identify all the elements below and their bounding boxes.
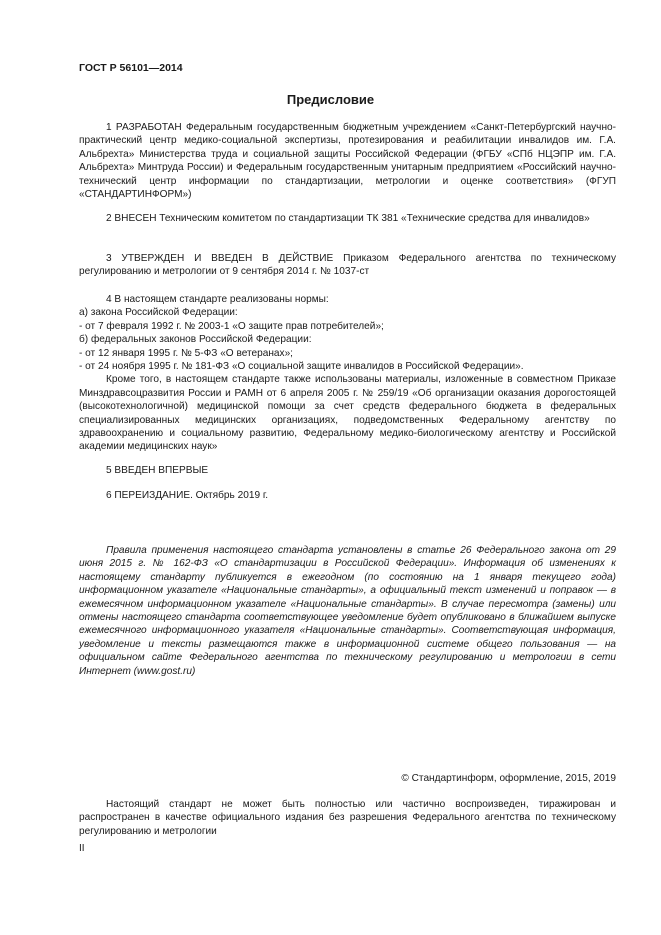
foreword-item-4 xyxy=(79,293,616,454)
foreword-item-3 xyxy=(79,252,616,279)
foreword-item-4-intro: 4 В настоящем стандарте реализованы нормы: xyxy=(106,294,329,305)
foreword-item-5 xyxy=(79,464,616,477)
foreword-item-3-text: 3 УТВЕРЖДЕН И ВВЕДЕН В ДЕЙСТВИЕ Приказом Федерального агентства по техническому регулированию и метрологии от 9 сентября 2014 г. № 1037-ст xyxy=(79,253,616,278)
norm-line: б) федеральных законов Российской Федерации: xyxy=(79,334,312,346)
page-number: II xyxy=(79,843,85,854)
norm-line: - от 24 ноября 1995 г. № 181-ФЗ «О социальной защите инвалидов в Российской Федерации». xyxy=(79,361,524,373)
norm-line: а) закона Российской Федерации: xyxy=(79,307,238,319)
notice-text: Правила применения настоящего стандарта установлены в статье 26 Федерального закона от 29 июня 2015 г. № 162-ФЗ «О стандартизации в Российской Федерации». Информация об изменениях к настоящему стандарту публикуется в ежегодном (по состоянию на 1 января текущего года) информационном указателе «Национальные стандарты», а официальный текст изменений и поправок — в ежемесячном информационном указателе «Национальные стандарты». В случае пересмотра (замены) или отмены настоящего стандарта соответствующее уведомление будет опубликовано в ближайшем выпуске ежемесячного информационного указателя «Национальные стандарты». Соответствующая информация, уведомление и тексты размещаются также в информационной системе общего пользования — на официальном сайте Федерального агентства по техническому регулированию и метрологии в сети Интернет (www.gost.ru) xyxy=(79,545,616,677)
foreword-item-4-more: Кроме того, в настоящем стандарте также использованы материалы, изложенные в совместном Приказе Минздравсоцразвития России и РАМН от 6 апреля 2005 г. № 259/19 «Об организации оказания дорогостоящей (высокотехнологичной) медицинской помощи за счет средств федерального бюджета в федеральных специализированных медицинских организациях, подведомственных Федеральному агентству по здравоохранению и социальному развитию, Федеральному медико-биологическому агентству и Российской академии медицинских наук» xyxy=(79,374,616,453)
norm-line: - от 7 февраля 1992 г. № 2003-1 «О защите прав потребителей»; xyxy=(79,320,384,332)
document-id: ГОСТ Р 56101—2014 xyxy=(79,62,183,74)
foreword-item-1-text: 1 РАЗРАБОТАН Федеральным государственным бюджетным учреждением «Санкт-Петербургский научно-практический центр медико-социальной экспертизы, протезирования и реабилитации инвалидов им. Г.А. Альбрехта» Министерства труда и социальной защиты Российской Федерации (ФГБУ «СПб НЦЭПР им. Г.А. Альбрехта» Минтруда России) и Федеральным государственным унитарным предприятием «Российский научно-технический центр информации по стандартизации, метрологии и оценке соответствия» (ФГУП «СТАНДАРТИНФОРМ») xyxy=(79,122,616,201)
standard-application-notice xyxy=(79,544,616,678)
foreword-item-6 xyxy=(79,489,616,502)
page-title: Предисловие xyxy=(286,92,375,107)
foreword-item-2-text: 2 ВНЕСЕН Техническим комитетом по стандартизации ТК 381 «Технические средства для инвалидов» xyxy=(106,213,590,224)
copyright-line: © Стандартинформ, оформление, 2015, 2019 xyxy=(401,773,616,784)
reproduction-text: Настоящий стандарт не может быть полностью или частично воспроизведен, тиражирован и распространен в качестве официального издания без разрешения Федерального агентства по техническому регулированию и метрологии xyxy=(79,799,616,837)
foreword-item-5-text: 5 ВВЕДЕН ВПЕРВЫЕ xyxy=(106,465,209,476)
foreword-item-2 xyxy=(79,212,616,225)
foreword-item-6-text: 6 ПЕРЕИЗДАНИЕ. Октябрь 2019 г. xyxy=(106,490,269,501)
foreword-item-1 xyxy=(79,121,616,201)
norm-line: - от 12 января 1995 г. № 5-ФЗ «О ветеранах»; xyxy=(79,347,293,359)
reproduction-notice xyxy=(79,798,616,838)
